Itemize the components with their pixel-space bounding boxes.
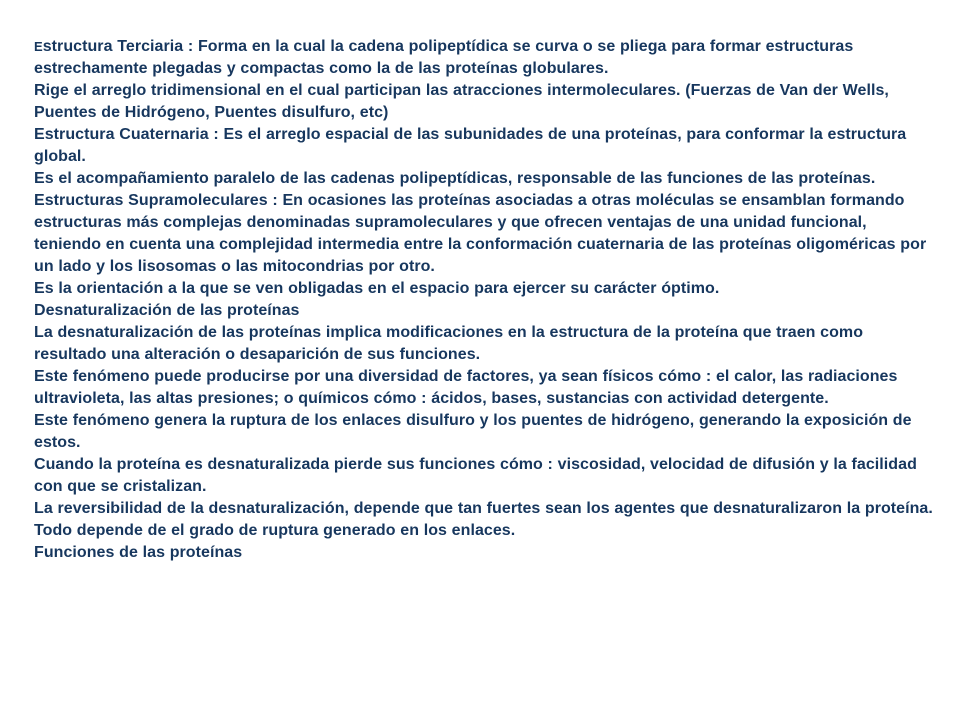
paragraph-arreglo-tridimensional: Rige el arreglo tridimensional en el cual participan las atracciones intermoleculares. (Fuerzas de Van der Wells, Puentes de Hidrógeno, Puentes disulfuro, etc) <box>34 82 889 121</box>
paragraph-lead-letter: E <box>34 39 43 54</box>
paragraph-estructuras-supramoleculares: Es el acompañamiento paralelo de las cadenas polipeptídicas, responsable de las funciones de las proteínas. Estructuras Supramoleculares : En ocasiones las proteínas asociadas a otras moléculas se ensamblan formando estructuras más complejas denominadas supramoleculares y que ofrecen ventajas de una unidad funcional, teniendo en cuenta una complejidad intermedia entre la conformación cuaternaria de las proteínas oligoméricas por un lado y los lisosomas o las mitocondrias por otro. <box>34 170 927 275</box>
paragraph-perdida-funciones: Cuando la proteína es desnaturalizada pierde sus funciones cómo : viscosidad, velocidad de difusión y la facilidad con que se cristalizan. <box>34 456 917 495</box>
paragraph-reversibilidad: La reversibilidad de la desnaturalización, depende que tan fuertes sean los agentes que desnaturalizaron la proteína. Todo depende de el grado de ruptura generado en los enlaces. <box>34 500 933 539</box>
body-text-block <box>34 36 934 564</box>
paragraph-orientacion: Es la orientación a la que se ven obligadas en el espacio para ejercer su carácter óptimo. <box>34 280 720 297</box>
paragraph-desnaturalizacion-definicion: La desnaturalización de las proteínas implica modificaciones en la estructura de la proteína que traen como resultado una alteración o desaparición de sus funciones. <box>34 324 864 363</box>
paragraph-text: structura Terciaria : Forma en la cual la cadena polipeptídica se curva o se pliega para formar estructuras estrechamente plegadas y compactas como la de las proteínas globulares. <box>34 38 854 77</box>
paragraph-ruptura-enlaces: Este fenómeno genera la ruptura de los enlaces disulfuro y los puentes de hidrógeno, generando la exposición de estos. <box>34 412 912 451</box>
paragraph-estructura-terciaria <box>34 36 934 80</box>
paragraph-factores: Este fenómeno puede producirse por una diversidad de factores, ya sean físicos cómo : el calor, las radiaciones ultravioleta, las altas presiones; o químicos cómo : ácidos, bases, sustancias con actividad detergente. <box>34 368 898 407</box>
heading-funciones: Funciones de las proteínas <box>34 544 243 561</box>
heading-desnaturalizacion: Desnaturalización de las proteínas <box>34 302 300 319</box>
paragraph-estructura-cuaternaria: Estructura Cuaternaria : Es el arreglo espacial de las subunidades de una proteínas, para conformar la estructura global. <box>34 126 907 165</box>
